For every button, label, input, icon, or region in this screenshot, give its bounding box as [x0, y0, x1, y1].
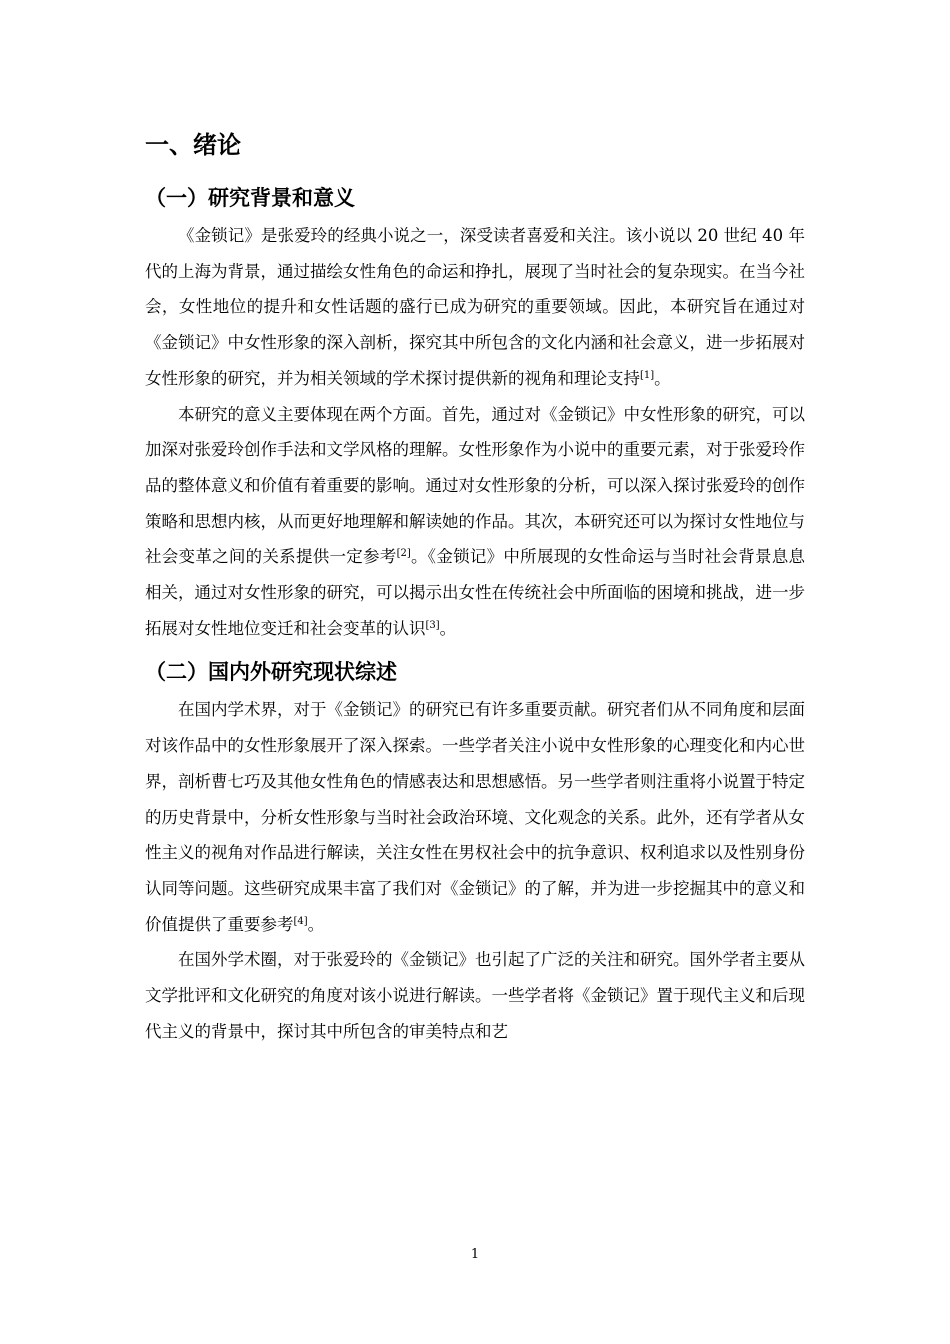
- paragraph-background-1: [145, 218, 805, 397]
- citation-ref: [4]: [293, 915, 308, 927]
- paragraph-text: 。《金锁记》中所展现的女性命运与当时社会背景息息相关，通过对女性形象的研究，可以揭示出女性在传统社会中所面临的困境和挑战，进一步拓展对女性地位变迁和社会变革的认识: [145, 547, 806, 638]
- paragraph-text: 在国内学术界，对于《金锁记》的研究已有许多重要贡献。研究者们从不同角度和层面对该作品中的女性形象展开了深入探索。一些学者关注小说中女性形象的心理变化和内心世界，剖析曹七巧及其他女性角色的情感表达和思想感悟。另一些学者则注重将小说置于特定的历史背景中，分析女性形象与当时社会政治环境、文化观念的关系。此外，还有学者从女性主义的视角对作品进行解读，关注女性在男权社会中的抗争意识、权利追求以及性别身份认同等问题。这些研究成果丰富了我们对《金锁记》的了解，并为进一步挖掘其中的意义和价值提供了重要参考: [145, 700, 805, 934]
- section-heading-literature-review: （二）国内外研究现状综述: [145, 660, 397, 685]
- paragraph-tail: 。: [307, 914, 325, 934]
- paragraph-background-2: [145, 397, 805, 647]
- page-number: 1: [470, 1247, 480, 1262]
- paragraph-text: 《金锁记》是张爱玲的经典小说之一，深受读者喜爱和关注。该小说以 20 世纪 40 年代的上海为背景，通过描绘女性角色的命运和挣扎，展现了当时社会的复杂现实。在当今社会，女性地位的提升和女性话题的盛行已成为研究的重要领域。因此，本研究旨在通过对《金锁记》中女性形象的深入剖析，探究其中所包含的文化内涵和社会意义，进一步拓展对女性形象的研究，并为相关领域的学术探讨提供新的视角和理论支持: [145, 226, 805, 388]
- paragraph-text: 在国外学术圈，对于张爱玲的《金锁记》也引起了广泛的关注和研究。国外学者主要从文学批评和文化研究的角度对该小说进行解读。一些学者将《金锁记》置于现代主义和后现代主义的背景中，探讨其中所包含的审美特点和艺: [145, 950, 805, 1041]
- citation-ref: [1]: [640, 369, 655, 381]
- paragraph-review-domestic: [145, 692, 805, 942]
- paragraph-tail: 。: [439, 618, 457, 638]
- page-content: [145, 124, 805, 1049]
- paragraph-text: 本研究的意义主要体现在两个方面。首先，通过对《金锁记》中女性形象的研究，可以加深对张爱玲创作手法和文学风格的理解。女性形象作为小说中的重要元素，对于张爱玲作品的整体意义和价值有着重要的影响。通过对女性形象的分析，可以深入探讨张爱玲的创作策略和思想内核，从而更好地理解和解读她的作品。其次，本研究还可以为探讨女性地位与社会变革之间的关系提供一定参考: [145, 404, 805, 567]
- paragraph-review-foreign: [145, 942, 805, 1049]
- chapter-title: 一、绪论: [145, 131, 241, 159]
- citation-ref: [3]: [425, 619, 440, 631]
- section-heading-background: （一）研究背景和意义: [145, 186, 355, 210]
- citation-ref: [2]: [396, 548, 411, 560]
- paragraph-tail: 。: [654, 368, 671, 388]
